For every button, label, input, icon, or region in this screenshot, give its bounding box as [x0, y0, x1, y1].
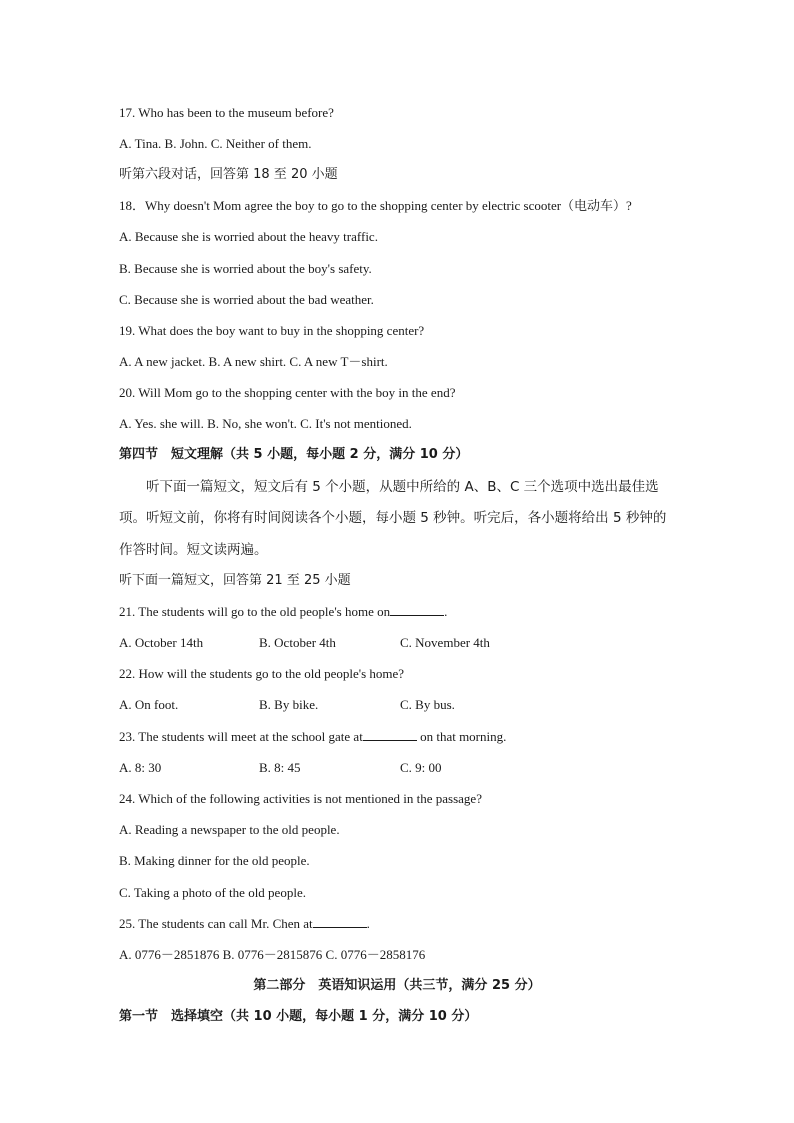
question-24-option-b: B. Making dinner for the old people. [119, 853, 310, 868]
section4-instructions-line2: 项。听短文前，你将有时间阅读各个小题，每小题 5 秒钟。听完后，各小题将给出 5 秒钟的 [119, 510, 667, 526]
question-22-option-a: A. On foot. [119, 697, 179, 712]
question-18: 18．Why doesn't Mom agree the boy to go to the shopping center by electric scooter（电动车）? [119, 198, 632, 213]
question-21-option-b: B. October 4th [259, 635, 336, 650]
question-22: 22. How will the students go to the old people's home? [119, 666, 405, 681]
question-22-option-c: C. By bus. [400, 697, 455, 712]
question-19: 19. What does the boy want to buy in the shopping center? [119, 323, 425, 338]
question-23-option-c: C. 9: 00 [400, 760, 442, 775]
question-24: 24. Which of the following activities is not mentioned in the passage? [119, 791, 482, 806]
question-25 [119, 916, 370, 932]
passage-header: 听下面一篇短文，回答第 21 至 25 小题 [119, 573, 351, 588]
section1-title: 第一节 选择填空（共 10 小题，每小题 1 分，满分 10 分） [119, 1009, 478, 1024]
question-22-option-b: B. By bike. [259, 697, 319, 712]
part2-title: 第二部分 英语知识运用（共三节，满分 25 分） [253, 978, 541, 993]
question-20-options: A. Yes. she will. B. No, she won't. C. It's not mentioned. [119, 416, 412, 431]
answer-blank [390, 604, 444, 616]
section4-title: 第四节 短文理解（共 5 小题，每小题 2 分，满分 10 分） [119, 447, 469, 462]
section4-instructions-line1: 听下面一篇短文，短文后有 5 个小题，从题中所给的 A、B、C 三个选项中选出最佳选 [146, 479, 659, 495]
question-23-option-b: B. 8: 45 [259, 760, 301, 775]
answer-blank [363, 729, 417, 741]
question-19-options: A. A new jacket. B. A new shirt. C. A new T－shirt. [119, 354, 388, 369]
question-21 [119, 604, 447, 620]
question-25-text: 25. The students can call Mr. Chen at [119, 916, 313, 931]
question-18-option-b: B. Because she is worried about the boy's safety. [119, 261, 372, 276]
question-17: 17. Who has been to the museum before? [119, 105, 334, 120]
question-25-options: A. 0776－2851876 B. 0776－2815876 C. 0776－2858176 [119, 947, 426, 962]
question-21-option-c: C. November 4th [400, 635, 490, 650]
section4-instructions-line3: 作答时间。短文读两遍。 [119, 542, 268, 558]
question-18-option-c: C. Because she is worried about the bad weather. [119, 292, 374, 307]
question-17-options: A. Tina. B. John. C. Neither of them. [119, 136, 312, 151]
question-24-option-a: A. Reading a newspaper to the old people. [119, 822, 340, 837]
question-23-option-a: A. 8: 30 [119, 760, 162, 775]
question-21-end: . [444, 604, 448, 619]
question-20: 20. Will Mom go to the shopping center with the boy in the end? [119, 385, 456, 400]
question-23 [119, 729, 506, 745]
question-25-end: . [366, 916, 370, 931]
answer-blank [313, 916, 367, 928]
part6-header: 听第六段对话，回答第 18 至 20 小题 [119, 167, 338, 182]
question-18-option-a: A. Because she is worried about the heavy traffic. [119, 229, 378, 244]
question-21-text: 21. The students will go to the old people's home on [119, 604, 391, 619]
question-23-text: 23. The students will meet at the school gate at [119, 729, 363, 744]
question-21-option-a: A. October 14th [119, 635, 204, 650]
question-23-end: on that morning. [416, 729, 507, 744]
question-24-option-c: C. Taking a photo of the old people. [119, 885, 306, 900]
